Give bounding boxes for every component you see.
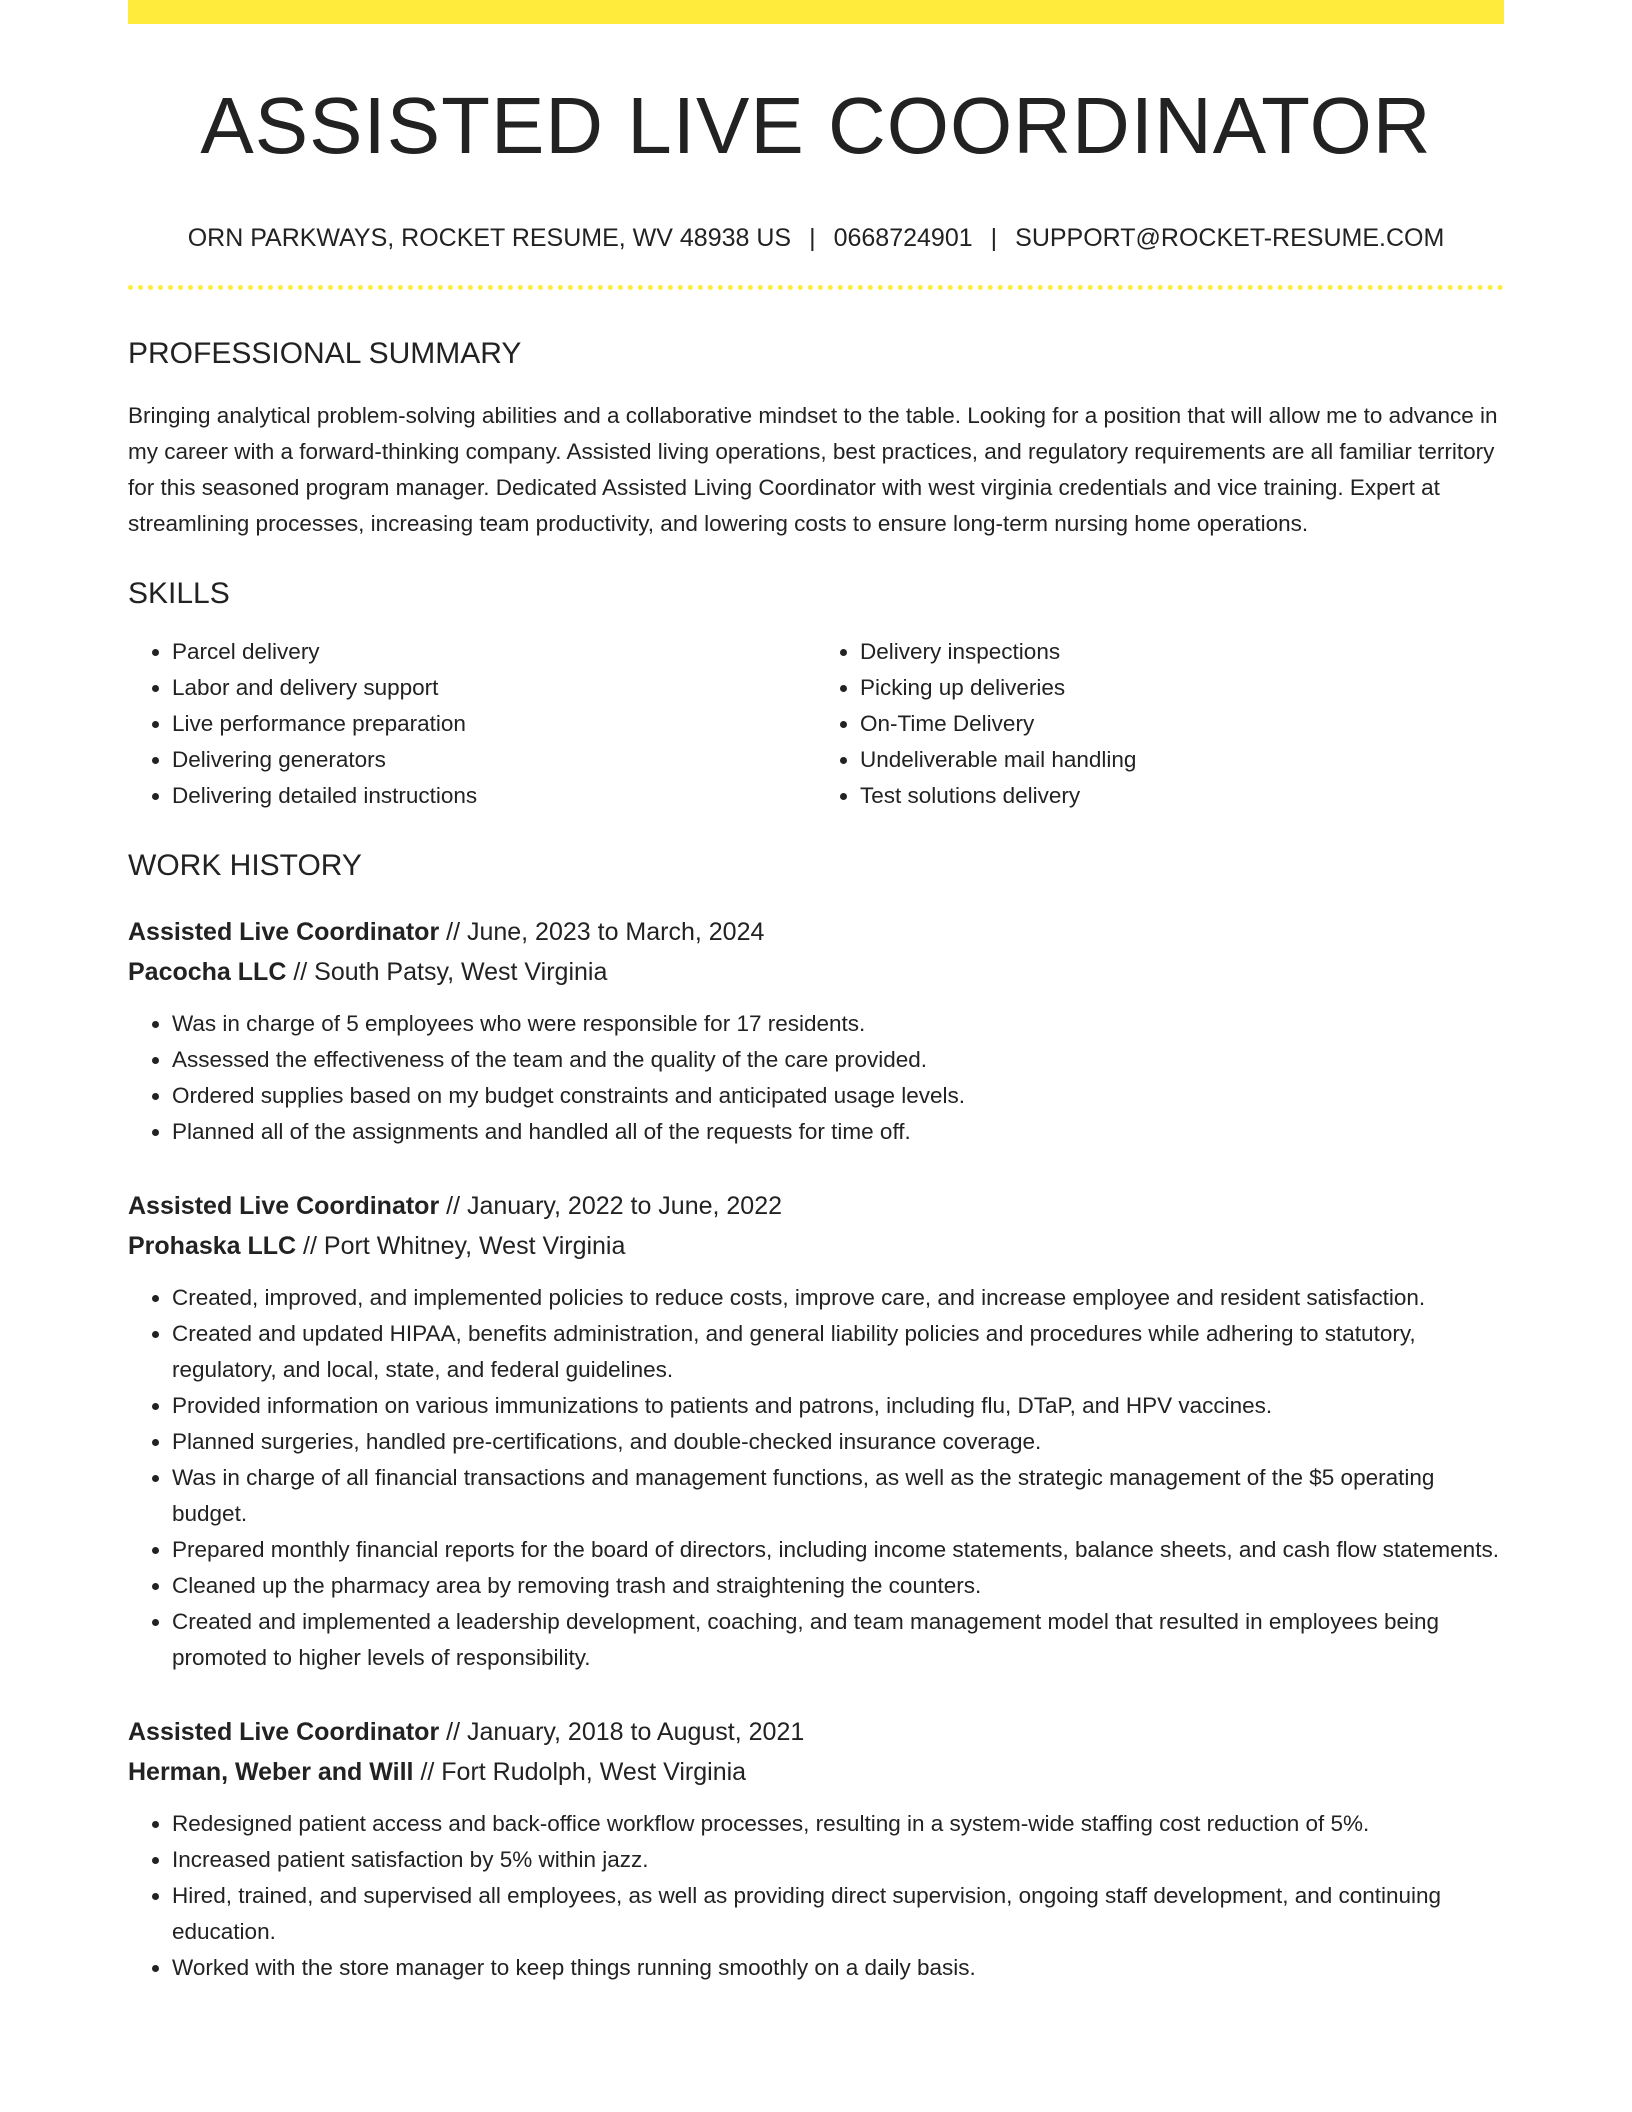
job-bullet: • Prepared monthly financial reports for the board of directors, including income statements, balance sheets, and cash flow statements.	[172, 1532, 1504, 1568]
job-bullet: • Hired, trained, and supervised all employees, as well as providing direct supervision, ongoing staff development, and continuing education.	[172, 1878, 1504, 1950]
skills-column-right	[816, 634, 1504, 814]
job-title-line	[128, 1712, 1504, 1752]
skill-item: • Test solutions delivery	[860, 778, 1504, 814]
skill-item: • Delivery inspections	[860, 634, 1504, 670]
summary-heading: PROFESSIONAL SUMMARY	[128, 336, 522, 370]
job-title-line	[128, 1186, 1504, 1226]
job-bullets	[128, 1806, 1504, 1986]
job-bullet: • Worked with the store manager to keep things running smoothly on a daily basis.	[172, 1950, 1504, 1986]
job-company-line	[128, 1226, 1504, 1266]
job-bullet: • Was in charge of all financial transactions and management functions, as well as the strategic management of the $5 operating budget.	[172, 1460, 1504, 1532]
job-title-line	[128, 912, 1504, 952]
job-location: // South Patsy, West Virginia	[286, 957, 608, 986]
skill-item: • Undeliverable mail handling	[860, 742, 1504, 778]
skill-item: • Delivering generators	[172, 742, 816, 778]
job-bullet: • Assessed the effectiveness of the team and the quality of the care provided.	[172, 1042, 1504, 1078]
contact-separator: |	[809, 224, 816, 252]
contact-phone: 0668724901	[833, 224, 973, 252]
job-bullet: • Ordered supplies based on my budget constraints and anticipated usage levels.	[172, 1078, 1504, 1114]
contact-address: ORN PARKWAYS, ROCKET RESUME, WV 48938 US	[187, 224, 792, 252]
skill-item: • Picking up deliveries	[860, 670, 1504, 706]
job-entry	[128, 912, 1504, 1150]
skill-item: • Parcel delivery	[172, 634, 816, 670]
resume-name: ASSISTED LIVE COORDINATOR	[200, 81, 1432, 170]
job-bullets	[128, 1006, 1504, 1150]
job-title: Assisted Live Coordinator	[128, 1191, 440, 1220]
job-bullet: • Cleaned up the pharmacy area by removing trash and straightening the counters.	[172, 1568, 1504, 1604]
job-dates: // January, 2022 to June, 2022	[439, 1191, 783, 1220]
job-company-line	[128, 952, 1504, 992]
summary-text: Bringing analytical problem-solving abilities and a collaborative mindset to the table. Looking for a position that will allow me to advance in my career with a forward-thinking company. Assisted living operations, best practices, and regulatory requirements are all familiar territory for this seasoned program manager. Dedicated Assisted Living Coordinator with west virginia credentials and vice training. Expert at streamlining processes, increasing team productivity, and lowering costs to ensure long-term nursing home operations.	[128, 402, 1498, 536]
job-location: // Port Whitney, West Virginia	[296, 1231, 626, 1260]
job-dates: // January, 2018 to August, 2021	[439, 1717, 805, 1746]
contact-email: SUPPORT@ROCKET-RESUME.COM	[1015, 224, 1445, 252]
skill-item: • Delivering detailed instructions	[172, 778, 816, 814]
skills-heading: SKILLS	[128, 576, 230, 610]
job-bullet: • Was in charge of 5 employees who were responsible for 17 residents.	[172, 1006, 1504, 1042]
job-company-line	[128, 1752, 1504, 1792]
job-entry	[128, 1712, 1504, 1986]
job-company: Prohaska LLC	[128, 1231, 297, 1260]
skill-item: • Labor and delivery support	[172, 670, 816, 706]
skill-item: • Live performance preparation	[172, 706, 816, 742]
job-company: Pacocha LLC	[128, 957, 287, 986]
job-company: Herman, Weber and Will	[128, 1757, 414, 1786]
job-bullet: • Planned all of the assignments and handled all of the requests for time off.	[172, 1114, 1504, 1150]
job-bullet: • Created and implemented a leadership development, coaching, and team management model that resulted in employees being promoted to higher levels of responsibility.	[172, 1604, 1504, 1676]
job-bullet: • Created and updated HIPAA, benefits administration, and general liability policies and procedures while adhering to statutory, regulatory, and local, state, and federal guidelines.	[172, 1316, 1504, 1388]
resume-page	[128, 0, 1504, 1986]
job-bullet: • Redesigned patient access and back-office workflow processes, resulting in a system-wide staffing cost reduction of 5%.	[172, 1806, 1504, 1842]
skills-column-left	[128, 634, 816, 814]
job-bullets	[128, 1280, 1504, 1676]
job-title: Assisted Live Coordinator	[128, 1717, 440, 1746]
top-accent-bar	[128, 0, 1504, 24]
job-location: // Fort Rudolph, West Virginia	[413, 1757, 747, 1786]
job-entry	[128, 1186, 1504, 1676]
job-bullet: • Increased patient satisfaction by 5% within jazz.	[172, 1842, 1504, 1878]
contact-line	[128, 222, 1504, 255]
skill-item: • On-Time Delivery	[860, 706, 1504, 742]
skills-list	[128, 634, 1504, 814]
header-divider	[128, 285, 1504, 290]
work-history-heading: WORK HISTORY	[128, 848, 362, 882]
job-bullet: • Planned surgeries, handled pre-certifications, and double-checked insurance coverage.	[172, 1424, 1504, 1460]
job-title: Assisted Live Coordinator	[128, 917, 440, 946]
job-bullet: • Created, improved, and implemented policies to reduce costs, improve care, and increase employee and resident satisfaction.	[172, 1280, 1504, 1316]
job-dates: // June, 2023 to March, 2024	[439, 917, 765, 946]
contact-separator: |	[990, 224, 998, 252]
job-bullet: • Provided information on various immunizations to patients and patrons, including flu, DTaP, and HPV vaccines.	[172, 1388, 1504, 1424]
